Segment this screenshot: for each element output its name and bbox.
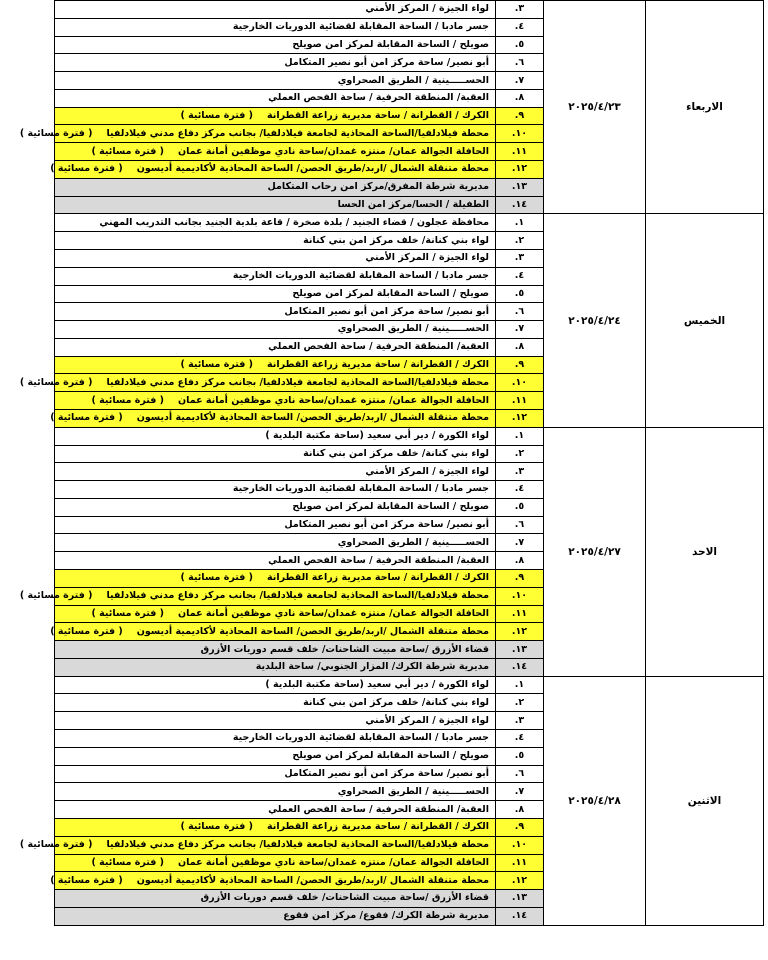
location-text: الكرك / القطرانة / ساحة مديرية زراعة القطرانة <box>266 110 489 122</box>
location-cell <box>55 232 496 250</box>
location-cell <box>55 783 496 801</box>
row-number: ٧. <box>496 783 544 801</box>
location-text: أبو نصير/ ساحة مركز امن أبو نصير المتكامل <box>284 56 489 68</box>
location-cell <box>55 1 496 19</box>
location-text: الحافلة الجوالة عمان/ منتزه غمدان/ساحة نادي موظفين أمانة عمان <box>178 145 489 157</box>
row-number: ٩. <box>496 107 544 125</box>
location-cell <box>55 747 496 765</box>
evening-shift-tag: ( فترة مسائية ) <box>50 625 123 637</box>
location-cell <box>19 836 496 854</box>
row-number: ٨. <box>496 338 544 356</box>
location-cell <box>55 267 496 285</box>
row-number: ١٤. <box>496 907 544 925</box>
location-text: العقبة/ المنطقة الحرفية / ساحة الفحص العملي <box>268 341 489 353</box>
evening-shift-tag: ( فترة مسائية ) <box>91 394 165 406</box>
location-cell <box>19 374 496 392</box>
row-number: ٤. <box>496 730 544 748</box>
row-number: ٥. <box>496 36 544 54</box>
evening-shift-tag: ( فترة مسائية ) <box>180 821 253 833</box>
row-number: ١٢. <box>496 872 544 890</box>
location-cell <box>50 409 496 427</box>
location-cell <box>55 498 496 516</box>
location-text: الحســـــينية / الطريق الصحراوي <box>337 536 489 548</box>
day-cell: الخميس <box>646 214 764 427</box>
location-text: الكرك / القطرانة / ساحة مديرية زراعة القطرانة <box>266 359 489 371</box>
row-number: ٥. <box>496 285 544 303</box>
location-cell <box>55 196 496 214</box>
location-text: محطة متنقلة الشمال /اربد/طريق الحصن/ الساحة المحاذية لأكاديمية أديسون <box>136 163 489 175</box>
evening-shift-tag: ( فترة مسائية ) <box>50 412 123 424</box>
location-text: صويلح / الساحة المقابلة لمركز امن صويلح <box>292 750 489 762</box>
location-cell <box>55 694 496 712</box>
evening-shift-tag: ( فترة مسائية ) <box>19 127 93 139</box>
location-cell <box>55 890 496 908</box>
location-cell <box>55 303 496 321</box>
table-row <box>55 1 764 19</box>
location-text: جسر مادبا / الساحة المقابلة لقضائية الدوريات الخارجية <box>232 21 489 33</box>
row-number: ١٣. <box>496 641 544 659</box>
location-text: الحســـــينية / الطريق الصحراوي <box>337 785 489 797</box>
day-cell: الاثنين <box>646 676 764 925</box>
location-cell <box>55 570 496 588</box>
row-number: ١. <box>496 214 544 232</box>
location-text: أبو نصير/ ساحة مركز امن أبو نصير المتكامل <box>284 305 489 317</box>
location-text: الحســـــينية / الطريق الصحراوي <box>337 74 489 86</box>
location-cell <box>55 338 496 356</box>
evening-shift-tag: ( فترة مسائية ) <box>19 376 93 388</box>
location-text: مديرية شرطة الكرك/ فقوع/ مركز امن فقوع <box>283 910 489 922</box>
row-number: ٢. <box>496 232 544 250</box>
location-text: العقبة/ المنطقة الحرفية / ساحة الفحص العملي <box>268 92 489 104</box>
location-text: لواء الجيزة / المركز الأمني <box>365 3 489 15</box>
location-text: لواء الجيزة / المركز الأمني <box>365 465 489 477</box>
location-cell <box>55 54 496 72</box>
location-text: أبو نصير/ ساحة مركز امن أبو نصير المتكامل <box>284 519 489 531</box>
row-number: ٥. <box>496 747 544 765</box>
location-cell <box>55 481 496 499</box>
row-number: ٦. <box>496 765 544 783</box>
location-cell <box>55 392 496 410</box>
row-number: ١٢. <box>496 623 544 641</box>
row-number: ٣. <box>496 1 544 19</box>
day-cell: الاربعاء <box>646 1 764 214</box>
location-cell <box>55 89 496 107</box>
schedule-body <box>19 1 764 926</box>
location-text: جسر مادبا / الساحة المقابلة لقضائية الدوريات الخارجية <box>232 732 489 744</box>
location-cell <box>55 641 496 659</box>
location-cell <box>55 321 496 339</box>
row-number: ٣. <box>496 249 544 267</box>
row-number: ١١. <box>496 392 544 410</box>
location-text: صويلح / الساحة المقابلة لمركز امن صويلح <box>292 287 489 299</box>
location-cell <box>55 552 496 570</box>
location-text: العقبة/ المنطقة الحرفية / ساحة الفحص العملي <box>268 554 489 566</box>
location-cell <box>55 605 496 623</box>
row-number: ١١. <box>496 143 544 161</box>
location-cell <box>55 249 496 267</box>
location-cell <box>50 623 496 641</box>
location-cell <box>55 534 496 552</box>
location-cell <box>55 765 496 783</box>
row-number: ١٤. <box>496 658 544 676</box>
row-number: ١٣. <box>496 178 544 196</box>
row-number: ١١. <box>496 854 544 872</box>
location-cell <box>55 214 496 232</box>
location-cell <box>55 730 496 748</box>
row-number: ٨. <box>496 801 544 819</box>
location-text: الحافلة الجوالة عمان/ منتزه غمدان/ساحة نادي موظفين أمانة عمان <box>178 394 489 406</box>
location-text: محطة متنقلة الشمال /اربد/طريق الحصن/ الساحة المحاذية لأكاديمية أديسون <box>136 625 489 637</box>
location-text: قضاء الأزرق /ساحة مبيت الشاحنات/ خلف قسم دوريات الأزرق <box>200 643 489 655</box>
row-number: ٩. <box>496 818 544 836</box>
location-text: محطة فيلادلفيا/الساحة المحاذية لجامعة فيلادلفيا/ بجانب مركز دفاع مدني فيلادلفيا <box>106 376 489 388</box>
location-text: محطة متنقلة الشمال /اربد/طريق الحصن/ الساحة المحاذية لأكاديمية أديسون <box>136 874 489 886</box>
location-cell <box>55 801 496 819</box>
location-cell <box>55 516 496 534</box>
row-number: ٣. <box>496 712 544 730</box>
row-number: ٦. <box>496 54 544 72</box>
row-number: ١٠. <box>496 836 544 854</box>
location-text: محطة فيلادلفيا/الساحة المحاذية لجامعة فيلادلفيا/ بجانب مركز دفاع مدني فيلادلفيا <box>106 839 489 851</box>
schedule-table <box>19 0 764 926</box>
location-text: جسر مادبا / الساحة المقابلة لقضائية الدوريات الخارجية <box>232 270 489 282</box>
evening-shift-tag: ( فترة مسائية ) <box>19 590 93 602</box>
date-cell: ٢٠٢٥/٤/٢٤ <box>544 214 646 427</box>
location-cell <box>55 72 496 90</box>
location-text: قضاء الأزرق /ساحة مبيت الشاحنات/ خلف قسم دوريات الأزرق <box>200 892 489 904</box>
location-text: صويلح / الساحة المقابلة لمركز امن صويلح <box>292 501 489 513</box>
location-text: محطة فيلادلفيا/الساحة المحاذية لجامعة فيلادلفيا/ بجانب مركز دفاع مدني فيلادلفيا <box>106 590 489 602</box>
location-text: الطفيلة / الحسا/مركز امن الحسا <box>337 198 489 210</box>
location-text: الحافلة الجوالة عمان/ منتزه غمدان/ساحة نادي موظفين أمانة عمان <box>178 856 489 868</box>
row-number: ٤. <box>496 481 544 499</box>
location-text: أبو نصير/ ساحة مركز امن أبو نصير المتكامل <box>284 767 489 779</box>
location-cell <box>55 463 496 481</box>
table-row <box>55 427 764 445</box>
evening-shift-tag: ( فترة مسائية ) <box>91 856 165 868</box>
row-number: ١٢. <box>496 161 544 179</box>
location-text: لواء بني كنانة/ خلف مركز امن بني كنانة <box>303 696 489 708</box>
location-cell <box>55 178 496 196</box>
location-cell <box>55 854 496 872</box>
location-cell <box>55 143 496 161</box>
evening-shift-tag: ( فترة مسائية ) <box>180 359 253 371</box>
row-number: ٦. <box>496 303 544 321</box>
date-cell: ٢٠٢٥/٤/٢٨ <box>544 676 646 925</box>
location-text: لواء الكورة / دير أبي سعيد (ساحة مكتبة البلدية ) <box>265 430 489 442</box>
row-number: ١. <box>496 676 544 694</box>
row-number: ٩. <box>496 356 544 374</box>
location-cell <box>55 907 496 925</box>
location-text: لواء الجيزة / المركز الأمني <box>365 252 489 264</box>
date-cell: ٢٠٢٥/٤/٢٣ <box>544 1 646 214</box>
location-cell <box>55 676 496 694</box>
location-text: مديرية شرطة الكرك/ المزار الجنوبي/ ساحة البلدية <box>255 661 489 673</box>
evening-shift-tag: ( فترة مسائية ) <box>180 572 253 584</box>
location-cell <box>55 36 496 54</box>
row-number: ٢. <box>496 445 544 463</box>
row-number: ٤. <box>496 267 544 285</box>
row-number: ١٠. <box>496 587 544 605</box>
location-text: الكرك / القطرانة / ساحة مديرية زراعة القطرانة <box>266 572 489 584</box>
row-number: ٧. <box>496 534 544 552</box>
row-number: ٢. <box>496 694 544 712</box>
location-text: مديرية شرطة المفرق/مركز امن رحاب المتكامل <box>267 181 489 193</box>
row-number: ١٠. <box>496 125 544 143</box>
location-text: صويلح / الساحة المقابلة لمركز امن صويلح <box>292 38 489 50</box>
location-cell <box>55 445 496 463</box>
day-cell: الاحد <box>646 427 764 676</box>
location-text: لواء الجيزة / المركز الأمني <box>365 714 489 726</box>
evening-shift-tag: ( فترة مسائية ) <box>19 839 93 851</box>
row-number: ٨. <box>496 552 544 570</box>
location-text: محطة فيلادلفيا/الساحة المحاذية لجامعة فيلادلفيا/ بجانب مركز دفاع مدني فيلادلفيا <box>106 127 489 139</box>
row-number: ١. <box>496 427 544 445</box>
location-cell <box>19 587 496 605</box>
location-cell <box>55 427 496 445</box>
row-number: ٤. <box>496 18 544 36</box>
location-cell <box>55 285 496 303</box>
row-number: ٦. <box>496 516 544 534</box>
row-number: ٧. <box>496 321 544 339</box>
row-number: ٩. <box>496 570 544 588</box>
location-text: الكرك / القطرانة / ساحة مديرية زراعة القطرانة <box>266 821 489 833</box>
location-cell <box>55 18 496 36</box>
row-number: ٨. <box>496 89 544 107</box>
evening-shift-tag: ( فترة مسائية ) <box>91 145 165 157</box>
location-cell <box>55 818 496 836</box>
row-number: ٣. <box>496 463 544 481</box>
location-text: جسر مادبا / الساحة المقابلة لقضائية الدوريات الخارجية <box>232 483 489 495</box>
location-text: الحافلة الجوالة عمان/ منتزه غمدان/ساحة نادي موظفين أمانة عمان <box>178 607 489 619</box>
evening-shift-tag: ( فترة مسائية ) <box>91 607 165 619</box>
location-cell <box>19 125 496 143</box>
location-cell <box>55 356 496 374</box>
location-cell <box>55 658 496 676</box>
row-number: ١٢. <box>496 409 544 427</box>
row-number: ١٠. <box>496 374 544 392</box>
location-text: محافظة عجلون / قضاء الجنيد / بلدة صخرة / قاعة بلدية الجنيد بجانب التدريب المهني <box>99 216 489 228</box>
row-number: ١١. <box>496 605 544 623</box>
location-cell <box>55 712 496 730</box>
location-text: العقبة/ المنطقة الحرفية / ساحة الفحص العملي <box>268 803 489 815</box>
location-cell <box>50 161 496 179</box>
date-cell: ٢٠٢٥/٤/٢٧ <box>544 427 646 676</box>
row-number: ١٤. <box>496 196 544 214</box>
location-cell <box>50 872 496 890</box>
location-text: محطة متنقلة الشمال /اربد/طريق الحصن/ الساحة المحاذية لأكاديمية أديسون <box>136 412 489 424</box>
row-number: ٥. <box>496 498 544 516</box>
location-cell <box>55 107 496 125</box>
table-row <box>55 676 764 694</box>
location-text: لواء الكورة / دير أبي سعيد (ساحة مكتبة البلدية ) <box>265 679 489 691</box>
evening-shift-tag: ( فترة مسائية ) <box>50 163 123 175</box>
table-row <box>55 214 764 232</box>
evening-shift-tag: ( فترة مسائية ) <box>50 874 123 886</box>
location-text: لواء بني كنانة/ خلف مركز امن بني كنانة <box>303 447 489 459</box>
evening-shift-tag: ( فترة مسائية ) <box>180 110 253 122</box>
row-number: ٧. <box>496 72 544 90</box>
location-text: لواء بني كنانة/ خلف مركز امن بني كنانة <box>303 234 489 246</box>
location-text: الحســـــينية / الطريق الصحراوي <box>337 323 489 335</box>
row-number: ١٣. <box>496 890 544 908</box>
